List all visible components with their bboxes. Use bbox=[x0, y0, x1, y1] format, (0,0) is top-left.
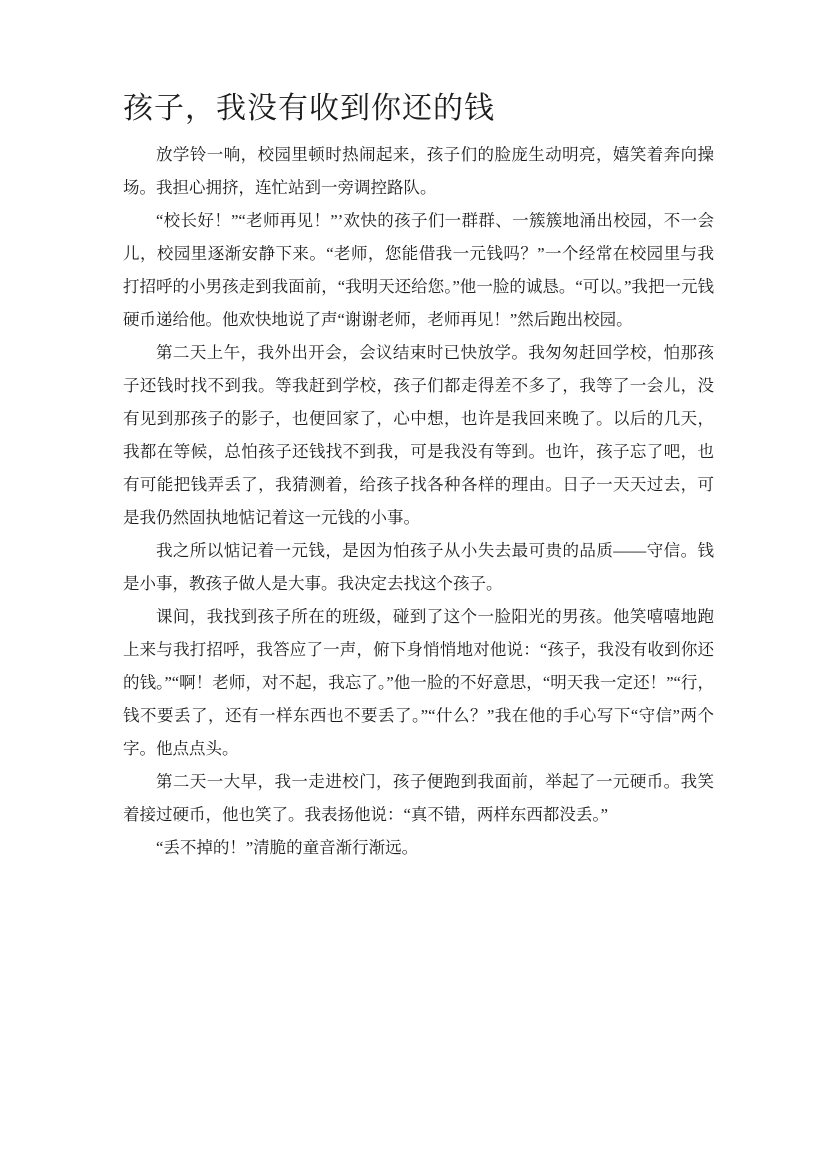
paragraph-7: “丢不掉的！”清脆的童音渐行渐远。 bbox=[156, 838, 419, 857]
paragraph-1: 放学铃一响，校园里顿时热闹起来，孩子们的脸庞生动明亮，嬉笑着奔向操场。我担心拥挤，连忙站到一旁调控路队。 bbox=[123, 145, 714, 197]
paragraph-4: 我之所以惦记着一元钱，是因为怕孩子从小失去最可贵的品质——守信。钱是小事，教孩子做人是大事。我决定去找这个孩子。 bbox=[123, 541, 714, 593]
paragraph-6: 第二天一大早，我一走进校门，孩子便跑到我面前，举起了一元硬币。我笑着接过硬币，他也笑了。我表扬他说：“真不错，两样东西都没丢。” bbox=[123, 772, 714, 824]
paragraph-2: “校长好！”“老师再见！”’欢快的孩子们一群群、一簇簇地涌出校园，不一会儿，校园里逐渐安静下来。“老师，您能借我一元钱吗？”一个经常在校园里与我打招呼的小男孩走到我面前，“我明天还给您。”他一脸的诚恳。“可以。”我把一元钱硬币递给他。他欢快地说了声“谢谢老师，老师再见！”然后跑出校园。 bbox=[123, 211, 714, 329]
paragraph-5: 课间，我找到孩子所在的班级，碰到了这个一脸阳光的男孩。他笑嘻嘻地跑上来与我打招呼，我答应了一声，俯下身悄悄地对他说：“孩子，我没有收到你还的钱。”“啊！老师，对不起，我忘了。”他一脸的不好意思，“明天我一定还！”“行，钱不要丢了，还有一样东西也不要丢了。”“什么？”我在他的手心写下“守信”两个字。他点点头。 bbox=[123, 607, 714, 758]
paragraph-3: 第二天上午，我外出开会，会议结束时已快放学。我匆匆赶回学校，怕那孩子还钱时找不到我。等我赶到学校，孩子们都走得差不多了，我等了一会儿，没有见到那孩子的影子，也便回家了，心中想，也许是我回来晚了。以后的几天，我都在等候，总怕孩子还钱找不到我，可是我没有等到。也许，孩子忘了吧，也有可能把钱弄丢了，我猜测着，给孩子找各种各样的理由。日子一天天过去，可是我仍然固执地惦记着这一元钱的小事。 bbox=[123, 343, 714, 527]
document-content bbox=[123, 88, 714, 864]
article-title: 孩子，我没有收到你还的钱 bbox=[123, 92, 495, 125]
